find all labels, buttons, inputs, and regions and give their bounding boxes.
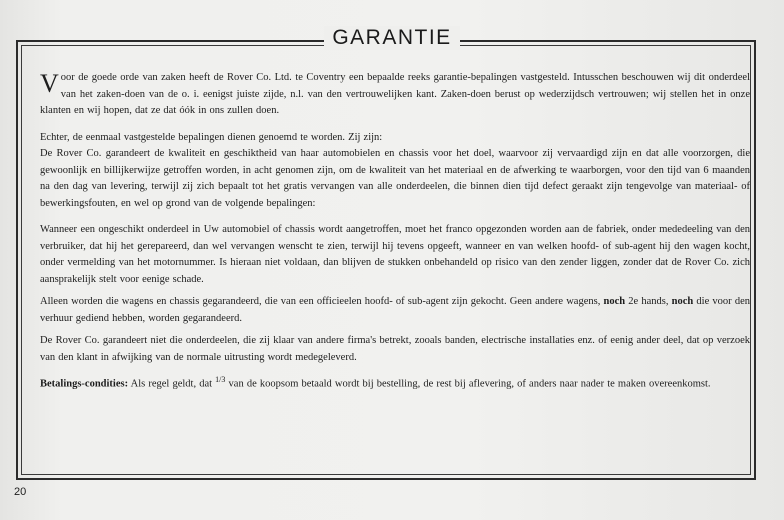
text-verhuur: die voor den verhuur gediend hebben, worden gegarandeerd. <box>40 296 750 324</box>
paragraph-intro <box>40 70 750 120</box>
paragraph-agenten <box>40 294 750 327</box>
bold-noch-1: noch <box>603 296 626 307</box>
paragraph-bepalingen: Echter, de eenmaal vastgestelde bepalingen dienen genoemd te worden. Zij zijn: <box>40 131 383 143</box>
paragraph-onderdeelen: De Rover Co. garandeert niet die onderdeelen, die zij klaar van andere firma's betrekt, zooals banden, electrische installaties enz. of eenig ander deel, dat op verzoek van den klant in afwijking van de normale uitrusting wordt medegeleverd. <box>40 335 750 363</box>
page-title: GARANTIE <box>324 26 459 50</box>
paragraph-betaling <box>40 372 750 393</box>
paragraph-agenten-text: Alleen worden die wagens en chassis gegarandeerd, die van een officieelen hoofd- of sub-agent zijn gekocht. Geen andere wagens, <box>40 296 601 307</box>
fraction: 1/3 <box>215 375 226 384</box>
document-body <box>40 70 750 399</box>
paragraph-garantie: De Rover Co. garandeert de kwaliteit en geschiktheid van haar automobielen en chassis voor het doel, waarvoor zij vervaardigd zijn en dat alle voorzorgen, die gewoonlijk en billijkerwijze getroffen worden, in acht genomen zijn, om de kwaliteit van het materiaal en de afwerking te waarborgen, voor den tijd van 6 maanden na den dag van levering, terwijl zij zich bepaalt tot het gratis vervangen van alle onderdeelen, die binnen dien tijd defect geraakt zijn tengevolge van materiaal- of bewerkingsfouten, en wel op grond van de volgende bepalingen: <box>40 148 750 209</box>
paragraph-intro-text: oor de goede orde van zaken heeft de Rover Co. Ltd. te Coventry een bepaalde reeks garantie-bepalingen vastgesteld. Intusschen beschouwen wij dit onderdeel van het zaken-doen van de o. i. eenigst juiste zijde, n.l. van den vertrouwelijken kant. Zaken-doen berust op wederzijdsch vertrouwen; wij stellen het in onze klanten en wij hopen, dat ze dat óók in ons zullen doen. <box>40 72 750 116</box>
bold-noch-2: noch <box>671 296 694 307</box>
betalings-label: Betalings-condities: <box>40 378 129 390</box>
betaling-text-2: van de koopsom betaald wordt bij bestelling, de rest bij aflevering, of anders naar nader te maken overeenkomst. <box>225 378 711 390</box>
page-number: 20 <box>14 486 27 498</box>
title-container <box>0 26 784 50</box>
drop-cap: V <box>40 69 59 98</box>
paragraph-ongeschikt: Wanneer een ongeschikt onderdeel in Uw automobiel of chassis wordt aangetroffen, moet het franco opgezonden worden aan de fabriek, onder mededeeling van den verbruiker, dat hij het gerepareerd, dan wel vervangen wenscht te zien, terwijl hij tevens opgeeft, wanneer en van welken hoofd- of sub-agent hij den wagen kocht, onder vermelding van het motornummer. Is hieraan niet voldaan, dan blijven de stukken onbehandeld op risico van den zender liggen, zonder dat de Rover Co. zich aansprakelijk stelt voor eenige schade. <box>40 224 750 285</box>
text-2e-hands: 2e hands, <box>625 296 672 307</box>
betaling-text-1: Als regel geldt, dat <box>128 378 216 390</box>
